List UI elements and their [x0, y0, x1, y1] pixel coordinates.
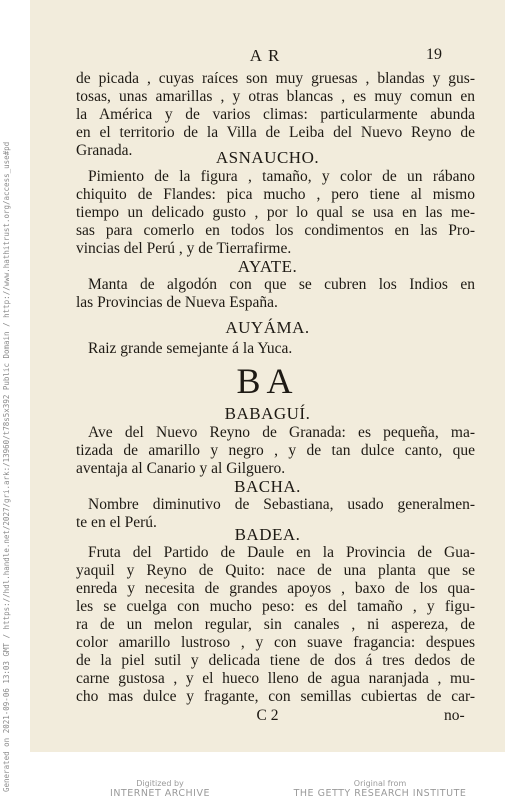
footer-right-big: THE GETTY RESEARCH INSTITUTE: [293, 788, 467, 799]
text-line: tizada de amarillo y negro , y de tan dulce canto, que: [76, 442, 475, 459]
entry-title-badea: BADEA.: [234, 525, 301, 544]
text-line: enreda y necesita de grandes apoyos , baxo de los qua-: [76, 580, 475, 597]
footer-left-small: Digitized by: [136, 779, 184, 788]
footer-right-small: Original from: [353, 779, 407, 788]
text-line: sas para comerlo en todos los condimentos en las Pro-: [76, 222, 475, 239]
signature-mark: C 2: [256, 707, 279, 724]
section-heading-ba: BA: [236, 361, 299, 401]
text-line: Pimiento de la figura , tamaño, y color de un rábano: [88, 168, 475, 185]
text-line: les se cuelga con mucho peso: es del tamaño , y figu-: [76, 598, 475, 615]
text-line: color amarillo lustroso , y con suave fragancia: despues: [76, 634, 475, 651]
entry-title-babagui: BABAGUÍ.: [224, 404, 311, 423]
text-line: te en el Perú.: [76, 514, 157, 531]
footer-left-big: INTERNET ARCHIVE: [110, 788, 210, 799]
text-line: Granada.: [76, 142, 133, 159]
margin-access-note: Generated on 2021-09-06 13:03 GMT / https://hdl.handle.net/2027/gri.ark:/13960/t78s5x392 Public Domain / http://www.hathitrust.org/access_use#pd: [2, 141, 11, 792]
page-number: 19: [426, 46, 442, 63]
text-line: Ave del Nuevo Reyno de Granada: es pequeña, ma-: [88, 424, 475, 441]
text-line: las Provincias de Nueva España.: [76, 294, 278, 311]
text-line: tiempo un delicado gusto , por lo qual se usa en las me-: [76, 204, 475, 221]
scanned-page: [30, 0, 505, 752]
text-line: aventaja al Canario y al Gilguero.: [76, 460, 286, 477]
text-line: en el territorio de la Villa de Leiba del Nuevo Reyno de: [76, 124, 475, 141]
entry-title-ayate: AYATE.: [237, 257, 298, 276]
entry-title-asnaucho: ASNAUCHO.: [215, 148, 320, 167]
entry-title-bacha: BACHA.: [234, 477, 301, 496]
text-line: ra de un melon regular, sin canales , ni aspereza, de: [76, 616, 475, 633]
text-line: de picada , cuyas raíces son muy gruesas , blandas y gus-: [76, 70, 475, 87]
text-line: de la piel sutil y delicada tiene de dos á tres dedos de: [76, 652, 475, 669]
text-line: chiquito de Flandes: pica mucho , pero tiene al mismo: [76, 186, 475, 203]
text-line: la América y de varios climas: particularmente abunda: [76, 106, 475, 123]
text-line: yaquil y Reyno de Quito: nace de una planta que se: [76, 562, 475, 579]
text-line: carne gustosa , y el hueco lleno de agua naranjada , mu-: [76, 670, 475, 687]
catchword: no-: [444, 707, 465, 724]
text-line: Nombre diminutivo de Sebastiana, usado generalmen-: [88, 496, 475, 513]
text-line: cho mas dulce y fragante, con semillas cubiertas de car-: [76, 688, 475, 705]
entry-title-auyama: AUYÁMA.: [225, 318, 310, 337]
running-head: AR: [249, 46, 286, 65]
text-line: Fruta del Partido de Daule en la Provincia de Gua-: [88, 544, 475, 561]
text-line: tosas, unas amarillas , y otras blancas , es muy comun en: [76, 88, 475, 105]
text-line: vincias del Perú , y de Tierrafirme.: [76, 240, 292, 257]
text-line: Raiz grande semejante á la Yuca.: [88, 340, 293, 357]
text-line: Manta de algodón con que se cubren los Indios en: [88, 276, 475, 293]
